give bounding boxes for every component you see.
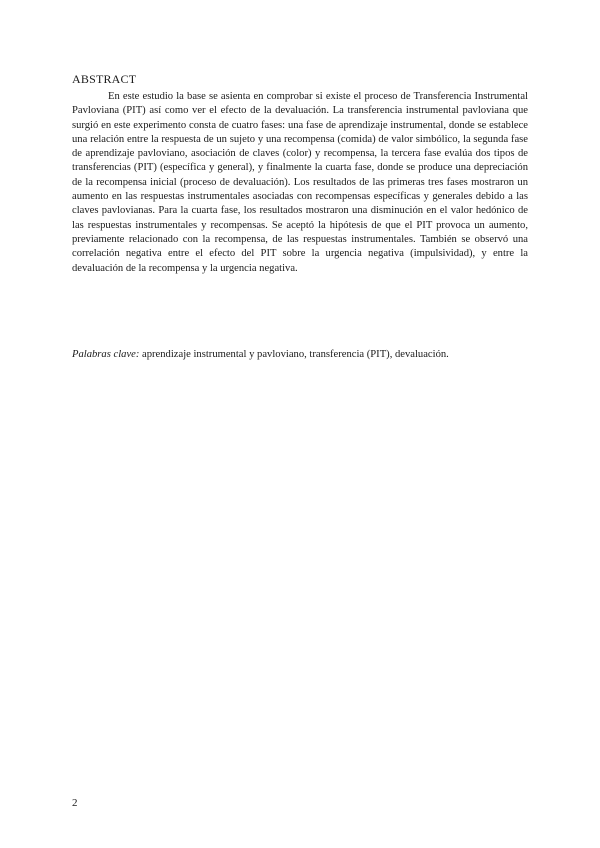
keywords-line [72, 348, 528, 362]
page-number: 2 [72, 797, 78, 809]
keywords-label: Palabras clave: [72, 349, 140, 360]
keywords-text: aprendizaje instrumental y pavloviano, transferencia (PIT), devaluación. [139, 349, 449, 360]
abstract-paragraph: En este estudio la base se asienta en comprobar si existe el proceso de Transferencia Instrumental Pavloviana (PIT) así como ver el efecto de la devaluación. La transferencia instrumental pavloviana que surgió en este experimento consta de cuatro fases: una fase de aprendizaje instrumental, donde se establece una relación entre la respuesta de un sujeto y una recompensa (comida) de valor simbólico, la segunda fase de aprendizaje pavloviano, asociación de claves (color) y recompensa, la tercera fase evalúa dos tipos de transferencias (PIT) (específica y general), y finalmente la cuarta fase, donde se produce una depreciación de la recompensa inicial (proceso de devaluación). Los resultados de las primeras tres fases mostraron un aumento en las respuestas instrumentales asociadas con recompensas específicas y generales debido a las claves pavlovianas. Para la cuarta fase, los resultados mostraron una disminución en el valor hedónico de las respuestas instrumentales y recompensas. Se aceptó la hipótesis de que el PIT provoca un aumento, previamente relacionado con la recompensa, de las respuestas instrumentales. También se observó una correlación negativa entre el efecto del PIT sobre la urgencia negativa (impulsividad), y entre la devaluación de la recompensa y la urgencia negativa. [72, 91, 528, 274]
abstract-heading: ABSTRACT [72, 72, 137, 86]
